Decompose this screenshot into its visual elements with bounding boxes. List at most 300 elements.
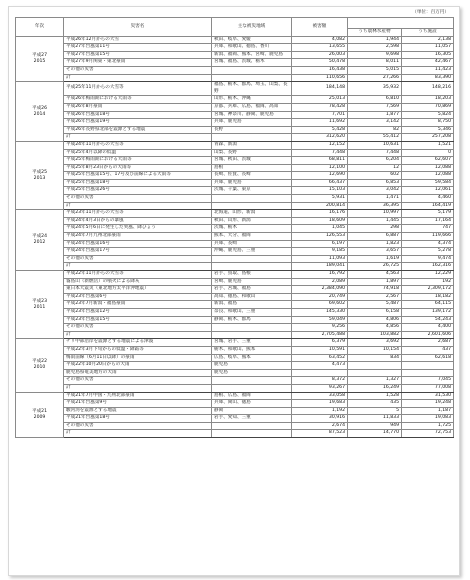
facility-damage-cell: 119,666 [402,233,454,241]
facility-damage-cell: 257,208 [402,134,454,142]
agri-damage-cell: 9,698 [348,51,402,59]
table-row [16,119,454,127]
disaster-name-cell: その他の災害 [64,255,212,263]
damage-total-cell: 20,749 [292,293,348,301]
table-row [16,415,454,423]
agri-damage-cell: 5 [348,407,402,415]
agri-damage-cell: 27,266 [348,74,402,82]
agri-damage-cell: 1,327 [348,377,402,385]
region-cell: 長崎、佐賀、長崎 [212,172,292,180]
damage-total-cell: 18,609 [292,217,348,225]
disaster-name-cell: その他の災害 [64,422,212,430]
facility-damage-cell: 437 [402,346,454,354]
disaster-name-cell: 平成22年11月からの大雪等 [64,271,212,279]
damage-total-cell: 11,093 [292,255,348,263]
disaster-name-cell: 平成25年台風第15号、17号及び前線による大雨等 [64,172,212,180]
disaster-damage-table [15,17,454,438]
region-cell: 兵庫、鹿児島 [212,119,292,127]
agri-damage-cell: 7,448 [348,149,402,157]
agri-damage-cell: 6,853 [348,179,402,187]
table-row [16,248,454,256]
facility-damage-cell: 11,423 [402,66,454,74]
disaster-name-cell: 平成27年9月関東・東北豪雨 [64,59,212,67]
damage-total-cell: 11,692 [292,119,348,127]
total-row [16,202,454,210]
region-cell: 北海道、山形、新潟 [212,210,292,218]
disaster-name-cell: 平成26年12月からの大雪 [64,36,212,44]
facility-damage-cell: 9,474 [402,255,454,263]
agri-damage-cell: 435 [348,400,402,408]
table-row [16,225,454,233]
damage-total-cell: 7,701 [292,111,348,119]
header-blank [348,18,454,29]
damage-total-cell: 184,148 [292,82,348,96]
document-page [8,6,460,576]
damage-total-cell: 12,152 [292,141,348,149]
region-cell: 熊本、大分、福岡 [212,233,292,241]
disaster-name-cell: 平成25年11月からの大雪等 [64,82,212,96]
disaster-name-cell: 平成24年台風第16号 [64,240,212,248]
table-row [16,308,454,316]
damage-total-cell: 5,428 [292,126,348,134]
year-label: 2011 [33,304,46,310]
disaster-name-cell: 平成23年11月からの大雪等 [64,210,212,218]
disaster-name-cell: 計 [64,134,212,142]
agri-damage-cell: 10,154 [348,346,402,354]
facility-damage-cell: 16,305 [402,51,454,59]
damage-total-cell: 16,176 [292,210,348,218]
disaster-name-cell: 平成23年7月新潟・福島豪雨 [64,301,212,309]
agri-damage-cell: 12 [348,164,402,172]
agri-damage-cell: 949 [348,422,402,430]
agri-damage-cell: 2,567 [348,293,402,301]
facility-damage-cell: 5,346 [402,126,454,134]
disaster-name-cell: 平成27年台風第11号 [64,44,212,52]
region-cell: 静岡、栃木、群馬 [212,316,292,324]
era-label: 平成24 [31,234,48,240]
region-cell [212,324,292,332]
region-cell: 青森、新潟 [212,141,292,149]
damage-total-cell: 26,003 [292,51,348,59]
disaster-name-cell: 計 [64,202,212,210]
total-row [16,331,454,339]
damage-total-cell: 69,602 [292,301,348,309]
year-cell [16,36,64,82]
table-row [16,96,454,104]
facility-damage-cell: 11,057 [402,44,454,52]
facility-damage-cell: 7,045 [402,377,454,385]
region-cell: 福島、栃木、群馬、埼玉、山梨、長野 [212,82,292,96]
disaster-name-cell: 平成25年8月23日からの大雨等 [64,164,212,172]
table-row [16,126,454,134]
region-cell [212,331,292,339]
facility-damage-cell: 139,172 [402,308,454,316]
region-cell [212,66,292,74]
year-label: 2009 [33,414,46,420]
damage-total-cell: 16,792 [292,271,348,279]
disaster-name-cell: 平成26年台風第19号 [64,119,212,127]
table-row [16,278,454,286]
era-label: 平成23 [31,298,48,304]
table-row [16,44,454,52]
disaster-name-cell: 平成22年3月下旬からの低温・降霜等 [64,346,212,354]
agri-damage-cell: 4,856 [348,324,402,332]
agri-damage-cell: 1,445 [348,217,402,225]
table-row [16,172,454,180]
region-cell: 茨城、栃木 [212,225,292,233]
facility-damage-cell: 2,309,172 [402,286,454,294]
facility-damage-cell [402,362,454,370]
region-cell [212,134,292,142]
year-cell [16,210,64,271]
damage-total-cell: 6,379 [292,339,348,347]
damage-total-cell: 78,428 [292,103,348,111]
region-cell [212,202,292,210]
damage-total-cell: 1,192 [292,407,348,415]
total-row [16,263,454,271]
table-row [16,407,454,415]
total-row [16,74,454,82]
facility-damage-cell: 164,419 [402,202,454,210]
year-label: 2014 [33,111,46,117]
facility-damage-cell: 19,083 [402,415,454,423]
disaster-name-cell: 平成21年7月中国・九州北部豪雨 [64,392,212,400]
damage-total-cell: 2,674 [292,422,348,430]
facility-damage-cell: 12,229 [402,271,454,279]
header-facility: うち施設 [402,29,454,37]
disaster-name-cell: 梅雨前線（6月11日以降）の豪雨 [64,354,212,362]
facility-damage-cell: 77,008 [402,384,454,392]
table-row [16,141,454,149]
table-row [16,164,454,172]
facility-damage-cell: 4,374 [402,240,454,248]
agri-damage-cell: 5,487 [348,301,402,309]
unit-note: （単位：百万円） [412,10,449,15]
table-row [16,187,454,195]
agri-damage-cell: 1,897 [348,278,402,286]
region-cell: 宮城、岩手、三重 [212,339,292,347]
region-cell: 奈良、和歌山、三重 [212,308,292,316]
damage-total-cell: 126,553 [292,233,348,241]
table-row [16,346,454,354]
year-label: 2012 [33,240,46,246]
table-row [16,233,454,241]
facility-damage-cell: 8,750 [402,119,454,127]
table-row [16,400,454,408]
facility-damage-cell: 5,278 [402,248,454,256]
region-cell: 宮城、秋田、茨城 [212,157,292,165]
disaster-name-cell: 平成23年台風第6号 [64,293,212,301]
damage-total-cell: 4,473 [292,362,348,370]
agri-damage-cell [348,369,402,377]
era-label: 平成21 [31,408,48,414]
year-cell [16,82,64,142]
damage-total-cell: 2,705,488 [292,331,348,339]
region-cell: 宮崎、鹿児島 [212,278,292,286]
table-row [16,195,454,203]
era-label: 平成25 [31,169,48,175]
region-cell: 兵庫、和歌山、徳島、香川 [212,44,292,52]
header-region: 主な被災地域 [212,18,292,37]
table-row [16,354,454,362]
disaster-name-cell: その他の災害 [64,377,212,385]
agri-damage-cell [348,362,402,370]
facility-damage-cell: 1,725 [402,422,454,430]
facility-damage-cell: 747 [402,225,454,233]
agri-damage-cell: 834 [348,354,402,362]
damage-total-cell [292,369,348,377]
disaster-name-cell: 平成25年4月以降の低温 [64,149,212,157]
region-cell: 岩手、愛知、三重 [212,415,292,423]
disaster-name-cell: 平成24年台風第17号 [64,248,212,256]
agri-damage-cell: 16,249 [348,384,402,392]
damage-total-cell: 7,448 [292,149,348,157]
agri-damage-cell: 8,011 [348,59,402,67]
damage-total-cell: 16,438 [292,66,348,74]
agri-damage-cell: 602 [348,172,402,180]
agri-damage-cell: 7,569 [348,103,402,111]
region-cell: 鹿児島 [212,369,292,377]
region-cell: 岩手、鳥取、島根 [212,271,292,279]
region-cell: 山形、栃木、沖縄 [212,96,292,104]
agri-damage-cell: 3,657 [348,248,402,256]
damage-total-cell: 66,437 [292,179,348,187]
region-cell: 京都、兵庫、広島、福岡、高知 [212,103,292,111]
disaster-name-cell: その他の災害 [64,324,212,332]
table-row [16,59,454,67]
facility-damage-cell: 19,248 [402,400,454,408]
table-row [16,217,454,225]
disaster-name-cell: 鹿児島県奄美地方の大雨 [64,369,212,377]
agri-damage-cell: 5,015 [348,66,402,74]
table-row [16,255,454,263]
region-cell: 兵庫、岡山、徳島 [212,400,292,408]
facility-damage-cell: 18,203 [402,96,454,104]
agri-damage-cell: 298 [348,225,402,233]
facility-damage-cell: 1,187 [402,407,454,415]
damage-total-cell: 189,041 [292,263,348,271]
agri-damage-cell: 26,725 [348,263,402,271]
facility-damage-cell: 12,088 [402,172,454,180]
agri-damage-cell: 103,882 [348,331,402,339]
region-cell: 山梨、長野 [212,149,292,157]
damage-total-cell: 4,082 [292,36,348,44]
agri-damage-cell: 2,598 [348,44,402,52]
year-label: 2015 [33,58,46,64]
total-row [16,134,454,142]
disaster-name-cell: 平成26年8月豪雨 [64,103,212,111]
damage-total-cell: 8,372 [292,377,348,385]
damage-total-cell: 145,330 [292,308,348,316]
table-row [16,210,454,218]
header-damage: 被害額 [292,18,348,37]
disaster-name-cell: 計 [64,384,212,392]
region-cell: 広島、岐阜、熊本 [212,354,292,362]
damage-total-cell: 59,049 [292,316,348,324]
region-cell: 栃木、和歌山、熊本 [212,346,292,354]
disaster-name-cell: 計 [64,430,212,438]
table-row [16,111,454,119]
table-row [16,157,454,165]
header-year: 年次 [16,18,64,37]
facility-damage-cell: 148,216 [402,82,454,96]
table-row [16,286,454,294]
header-agri: うち農林水産物 [348,29,402,37]
region-cell: 茨城、千葉、東京 [212,187,292,195]
agri-damage-cell: 35,932 [348,82,402,96]
disaster-name-cell: 計 [64,74,212,82]
region-cell: 島根 [212,164,292,172]
region-cell: 静岡 [212,407,292,415]
facility-damage-cell: 18,182 [402,293,454,301]
year-cell [16,392,64,438]
region-cell: 岩手、宮城、福島 [212,286,292,294]
era-label: 平成27 [31,52,48,58]
year-cell [16,271,64,339]
agri-damage-cell: 6,810 [348,96,402,104]
region-cell: 兵庫、鹿児島 [212,179,292,187]
agri-damage-cell: 10,631 [348,141,402,149]
disaster-name-cell: 平成24年5月6日に発生した突風、降ひょう [64,225,212,233]
disaster-name-cell: 計 [64,331,212,339]
damage-total-cell: 15,103 [292,187,348,195]
table-row [16,36,454,44]
agri-damage-cell: 1,877 [348,111,402,119]
facility-damage-cell [402,369,454,377]
disaster-name-cell: 平成23年台風第12号 [64,308,212,316]
table-row [16,149,454,157]
region-cell: 秋田、山形、新潟 [212,217,292,225]
disaster-name-cell: 平成23年台風第15号 [64,316,212,324]
table-row [16,377,454,385]
facility-damage-cell: 12,088 [402,164,454,172]
disaster-name-cell: 平成27年台風第15号 [64,51,212,59]
disaster-name-cell: その他の災害 [64,66,212,74]
region-cell: 新潟、福岡、熊本、宮崎、鹿児島 [212,51,292,59]
disaster-name-cell: 平成24年4月3日からの暴風 [64,217,212,225]
disaster-name-cell: 平成25年台風第18号 [64,179,212,187]
damage-total-cell: 87,523 [292,430,348,438]
facility-damage-cell: 2,138 [402,36,454,44]
damage-total-cell: 6,197 [292,240,348,248]
table-row [16,179,454,187]
facility-damage-cell: 31,530 [402,392,454,400]
disaster-name-cell: 平成21年台風第18号 [64,415,212,423]
table-row [16,301,454,309]
table-row [16,293,454,301]
damage-total-cell: 5,931 [292,195,348,203]
total-row [16,384,454,392]
region-cell [212,74,292,82]
disaster-name-cell: 平成25年梅雨期における大雨等 [64,157,212,165]
table-row [16,271,454,279]
agri-damage-cell: 4,806 [348,316,402,324]
region-cell: 島根、広島、福岡 [212,392,292,400]
agri-damage-cell: 10,997 [348,210,402,218]
table-row [16,339,454,347]
facility-damage-cell: 64,115 [402,301,454,309]
facility-damage-cell: 2,687 [402,339,454,347]
year-cell [16,339,64,392]
facility-damage-cell: 59,584 [402,179,454,187]
damage-total-cell: 25,013 [292,96,348,104]
table-row [16,316,454,324]
region-cell [212,263,292,271]
damage-total-cell: 9,256 [292,324,348,332]
disaster-name-cell: 平成26年台風第18号 [64,111,212,119]
facility-damage-cell: 72,753 [402,430,454,438]
facility-damage-cell: 4,460 [402,195,454,203]
damage-total-cell: 13,655 [292,44,348,52]
facility-damage-cell: 62,618 [402,354,454,362]
region-cell: 沖縄、鹿児島、三重 [212,248,292,256]
agri-damage-cell: 14,770 [348,430,402,438]
facility-damage-cell: 70,869 [402,103,454,111]
region-cell: 兵庫、長崎 [212,240,292,248]
era-label: 平成22 [31,359,48,365]
table-row [16,240,454,248]
region-cell: 鹿児島 [212,362,292,370]
disaster-name-cell: 平成22年10月20日からの大雨 [64,362,212,370]
disaster-name-cell: 平成24年7月九州北部豪雨 [64,233,212,241]
disaster-name-cell: 平成25年台風第26号 [64,187,212,195]
table-row [16,103,454,111]
region-cell: 宮城、神奈川、静岡、鹿児島 [212,111,292,119]
agri-damage-cell: 11,833 [348,415,402,423]
damage-total-cell: 110,656 [292,74,348,82]
damage-total-cell: 93,267 [292,384,348,392]
year-label: 2010 [33,365,46,371]
era-label: 平成26 [31,105,48,111]
agri-damage-cell: 74,918 [348,286,402,294]
facility-damage-cell: 5,824 [402,111,454,119]
damage-total-cell: 9,185 [292,248,348,256]
damage-total-cell: 12,690 [292,172,348,180]
region-cell [212,430,292,438]
agri-damage-cell: 3,692 [348,339,402,347]
facility-damage-cell: 5,179 [402,210,454,218]
facility-damage-cell: 4,400 [402,324,454,332]
agri-damage-cell: 1,823 [348,240,402,248]
region-cell [212,255,292,263]
disaster-name-cell: 霧島山（新燃岳）の噴火による降灰 [64,278,212,286]
region-cell [212,377,292,385]
table-row [16,392,454,400]
disaster-name-cell: 計 [64,263,212,271]
damage-total-cell: 50,478 [292,59,348,67]
agri-damage-cell: 1,944 [348,36,402,44]
region-cell: 新潟、福島 [212,301,292,309]
damage-total-cell: 33,058 [292,392,348,400]
damage-total-cell: 1,045 [292,225,348,233]
agri-damage-cell: 82 [348,126,402,134]
region-cell: 宮城、福島、茨城、栃木 [212,59,292,67]
damage-total-cell: 200,814 [292,202,348,210]
disaster-name-cell: 平成26年梅雨期における大雨等 [64,96,212,104]
disaster-name-cell: チリ中部沿岸を震源とする地震による津波 [64,339,212,347]
facility-damage-cell: 192 [402,278,454,286]
facility-damage-cell: 17,164 [402,217,454,225]
region-cell: 秋田、岐阜、愛媛 [212,36,292,44]
facility-damage-cell: 162,316 [402,263,454,271]
disaster-name-cell: 駿河湾を震源とする地震 [64,407,212,415]
damage-total-cell: 10,591 [292,346,348,354]
total-row [16,430,454,438]
facility-damage-cell: 54,243 [402,316,454,324]
facility-damage-cell: 83,390 [402,74,454,82]
table-row [16,324,454,332]
facility-damage-cell: 62,607 [402,157,454,165]
